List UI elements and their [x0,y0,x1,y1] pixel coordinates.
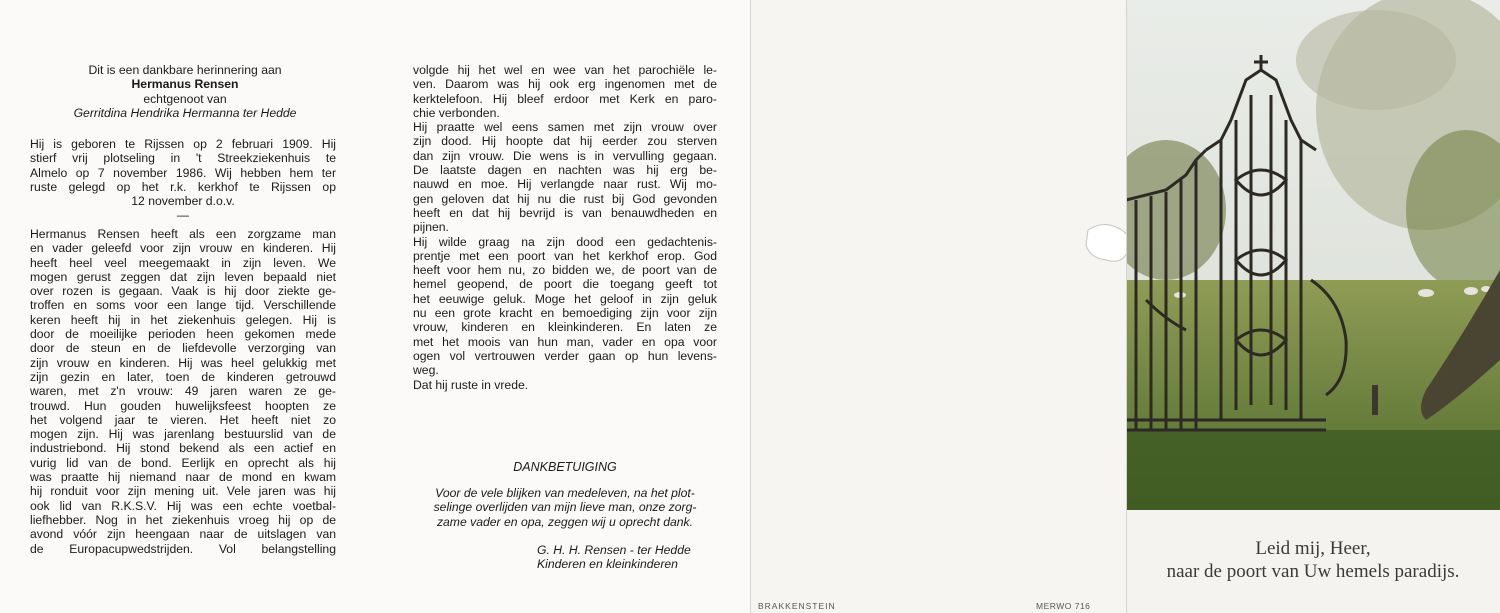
page-right [377,0,750,613]
deceased-name: Hermanus Rensen [131,77,239,92]
text-line: pijnen. [413,220,449,235]
text-line: prentje met een poort van het kerkhof erop. God [413,248,717,263]
card-number: MERWO 716 [1036,601,1091,611]
text-line: ogen vol vertrouwen verder gaan op hun levens- [413,348,717,363]
text-line: heeft heel veel meegemaakt in zijn leven. We [30,255,336,270]
cemetery-gate-photo [1126,0,1500,510]
text-line: ruste gelegd op het r.k. kerkhof te Rijssen op [30,179,336,194]
birth-paragraph [30,137,336,208]
text-line: liefhebber. Nog in het ziekenhuis vroeg hij op de [30,512,336,527]
text-line: avond vóór zijn heengaan naar de uitslagen van [30,527,336,542]
text-line: 12 november d.o.v. [131,194,235,209]
text-line: door de moeilijke perioden heen gekomen mede [30,327,336,342]
text-line: selinge overlijden van mijn lieve man, onze zorg- [433,500,697,515]
intro-line: Dit is een dankbare herinnering aan [88,63,282,77]
text-line: over rozen is gegaan. Vaak is hij door ziekte ge- [30,284,336,299]
text-line: volgde hij het wel en wee van het parochiële le- [413,63,717,77]
verse-line: Leid mij, Heer, [1255,538,1371,559]
text-line: hemel geopend, de poort die toegang geeft tot [413,277,717,292]
text-line: heeft voor hem nu, zo bidden we, de poort van de [413,263,717,278]
text-line: waren, met z'n vrouw: 49 jaren waren ze ge- [30,384,336,399]
text-line: Dat hij ruste in vrede. [413,377,529,392]
text-line: ven. Daarom was hij ook erg ingenomen met de [413,77,717,92]
text-line: hij ronduit voor zijn mening uit. Vele jaren was hij [30,484,336,499]
text-line: keren heeft hij in het ziekenhuis gelegen. Hij is [30,312,336,327]
text-line: Hij is geboren te Rijssen op 2 februari 1909. Hij [30,137,336,151]
text-line: dan zijn vrouw. Die wens is in vervulling gegaan. [413,148,717,163]
text-line: zame vader en opa, zeggen wij u oprecht dank. [436,514,694,529]
text-line: Hij praatte wel eens samen met zijn vrouw over [413,120,717,135]
text-line: ook lid van R.K.S.V. Hij was een echte voetbal- [30,498,336,513]
text-line: Hermanus Rensen heeft als een zorgzame man [30,227,336,241]
text-line: Hij wilde graag na zijn dood een gedachtenis- [413,234,717,249]
fold-line [1126,0,1127,613]
text-line: zijn vrouw en kinderen. Hij was heel gelukkig met [30,355,336,370]
paper-tear-mark [1078,220,1126,270]
intro-block [60,63,310,120]
text-line: zijn gezin en later, toen de kinderen getrouwd [30,369,336,384]
verse-text [1126,537,1500,583]
text-line: De laatste dagen en nachten was hij erg be- [413,163,717,178]
text-line: de Europacupwedstrijden. Vol belangstelling [30,541,336,556]
thanks-paragraph [413,486,717,529]
text-line: Voor de vele blijken van medeleven, na het plot- [435,486,695,500]
text-line: nauwd en moe. Hij verlangde naar rust. Wij mo- [413,177,717,192]
signature-block [537,543,717,572]
text-line: industriebond. Hij stond bekend als een actief en [30,441,336,456]
text-line: door de steun en de liefdevolle verzorging van [30,341,336,356]
text-line: vrouw, kinderen en kleinkinderen. En laten ze [413,320,717,335]
text-line: heeft en dat hij bevrijd is van benauwdheden en [413,205,717,220]
text-line: trouwd. Hun gouden huwelijksfeest hoopten ze [30,398,336,413]
fold-line [750,0,751,613]
text-line: was praatte hij niemand naar de mond en kwam [30,470,336,485]
relation-line: echtgenoot van [143,91,227,106]
fence-post [1372,385,1378,415]
text-line: mogen gerust zeggen dat zijn leven bepaald niet [30,269,336,284]
separator-dash: — [177,208,189,222]
publisher-mark: BRAKKENSTEIN [758,601,836,611]
front-cover [1126,0,1500,613]
text-line: en vader geleefd voor zijn vrouw en kinderen. Hij [30,241,336,256]
text-line: zijn dood. Hij hoopte dat hij eerder zou sterven [413,134,717,149]
text-line: troffen en soms voor een lange tijd. Verschillende [30,298,336,313]
continuation-paragraph [413,63,717,392]
thanks-title: DANKBETUIGING [513,460,617,474]
signature-line: G. H. H. Rensen - ter Hedde [537,543,691,557]
text-line: kerktelefoon. Hij bleef erdoor met Kerk en paro- [413,91,717,106]
text-line: het eeuwige geluk. Moge het geloof in zijn geluk [413,291,717,306]
text-line: gen geloven dat hij nu die rust bij God gevonden [413,191,717,206]
biography-paragraph [30,227,336,556]
text-line: weg. [413,363,439,378]
text-line: mogen zijn. Hij was jarenlang bestuurslid van de [30,427,336,442]
text-line: Almelo op 7 november 1986. Wij hebben hem ter [30,165,336,180]
text-line: het volgend jaar te vieren. Het heeft niet zo [30,412,336,427]
page-left [0,0,377,613]
text-line: vurig lid van de bond. Eerlijk en oprecht als hij [30,455,336,470]
text-line: chie verbonden. [413,105,500,120]
verse-line: naar de poort van Uw hemels paradijs. [1166,561,1460,582]
signature-line: Kinderen en kleinkinderen [537,557,678,572]
text-line: met het moois van hun man, vader en opa voor [413,334,717,349]
text-line: nu een grote kracht en bemoediging zijn voor zijn [413,306,717,321]
back-cover [750,0,1126,613]
spouse-name: Gerritdina Hendrika Hermanna ter Hedde [73,105,297,120]
text-line: stierf vrij plotseling in 't Streekziekenhuis te [30,151,336,166]
